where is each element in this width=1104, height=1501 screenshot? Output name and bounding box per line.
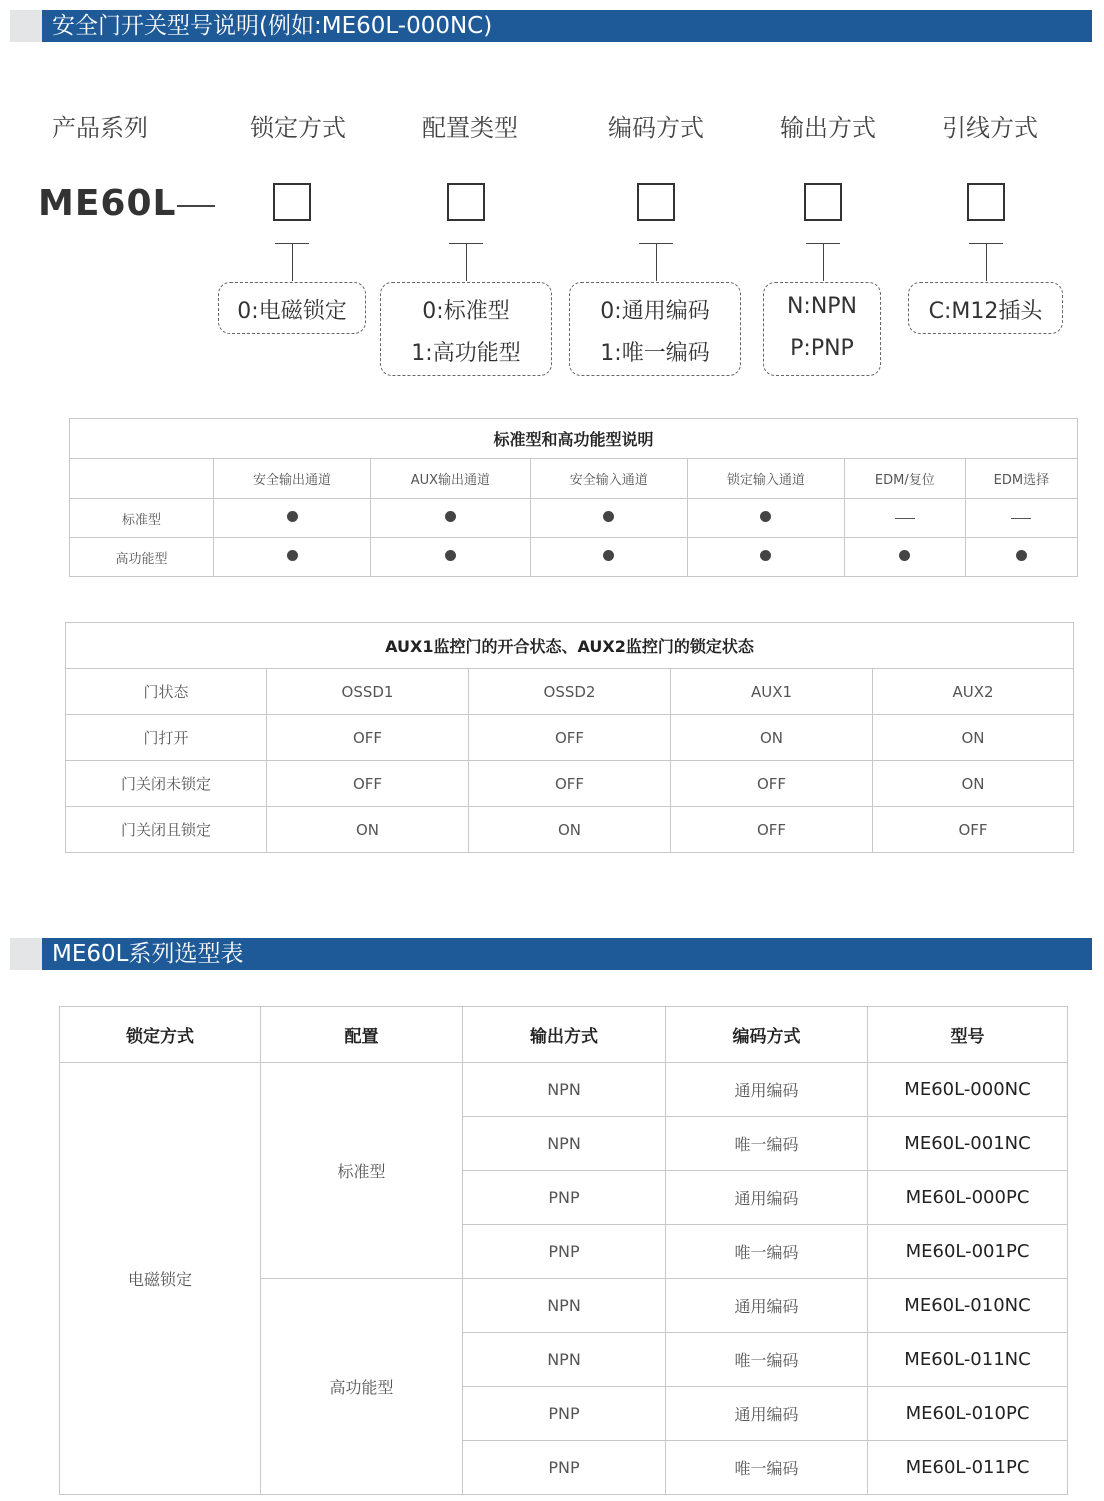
feature-cell <box>687 499 844 538</box>
coding-cell: 唯一编码 <box>666 1225 868 1279</box>
coding-cell: 唯一编码 <box>666 1441 868 1495</box>
table-cell: ON <box>267 807 469 853</box>
table-cell: OFF <box>469 715 671 761</box>
separator-dash <box>177 205 215 207</box>
connector-config-stem <box>466 243 467 281</box>
column-header: 锁定方式 <box>60 1007 261 1063</box>
option-box-lock <box>218 282 366 334</box>
output-cell: NPN <box>463 1279 666 1333</box>
not-supported-dash-icon <box>895 518 915 519</box>
product-series-code: ME60L <box>38 183 177 224</box>
column-header: AUX1 <box>671 669 873 715</box>
connector-lock-stem <box>292 243 293 281</box>
code-box-output <box>804 183 842 221</box>
feature-cell <box>530 538 687 577</box>
table-cell: OFF <box>873 807 1074 853</box>
section-title: 安全门开关型号说明(例如:ME60L-000NC) <box>52 13 493 39</box>
supported-dot-icon <box>287 511 298 522</box>
connector-output-stem <box>823 243 824 281</box>
column-header: 安全输出通道 <box>214 459 371 499</box>
supported-dot-icon <box>760 511 771 522</box>
model-cell: ME60L-001NC <box>868 1117 1068 1171</box>
feature-cell <box>844 538 965 577</box>
column-header: 编码方式 <box>666 1007 868 1063</box>
supported-dot-icon <box>760 550 771 561</box>
code-box-config <box>447 183 485 221</box>
table-cell: ON <box>469 807 671 853</box>
feature-cell <box>965 538 1077 577</box>
option-coding-1: 1:唯一编码 <box>600 341 710 366</box>
output-cell: PNP <box>463 1387 666 1441</box>
door-state-table <box>65 622 1074 853</box>
column-header: 门状态 <box>66 669 267 715</box>
code-box-lock <box>273 183 311 221</box>
table-cell: 门打开 <box>66 715 267 761</box>
supported-dot-icon <box>445 550 456 561</box>
table-cell: OFF <box>267 715 469 761</box>
feature-cell <box>371 538 531 577</box>
model-cell: ME60L-000PC <box>868 1171 1068 1225</box>
feature-cell <box>530 499 687 538</box>
connector-coding-stem <box>656 243 657 281</box>
table-row <box>70 499 1078 538</box>
table-row <box>66 715 1074 761</box>
column-header: EDM选择 <box>965 459 1077 499</box>
table-cell: OFF <box>267 761 469 807</box>
coding-cell: 通用编码 <box>666 1387 868 1441</box>
section-title: ME60L系列选型表 <box>52 941 244 967</box>
option-config-0: 0:标准型 <box>422 299 510 324</box>
column-header: EDM/复位 <box>844 459 965 499</box>
feature-cell <box>687 538 844 577</box>
type-comparison-table <box>69 418 1078 577</box>
option-box-output <box>763 282 881 376</box>
output-cell: NPN <box>463 1063 666 1117</box>
supported-dot-icon <box>1016 550 1027 561</box>
coding-cell: 通用编码 <box>666 1063 868 1117</box>
feature-cell <box>214 538 371 577</box>
table-cell: OFF <box>671 807 873 853</box>
option-output-0: N:NPN <box>786 294 858 319</box>
table-caption: AUX1监控门的开合状态、AUX2监控门的锁定状态 <box>66 623 1074 669</box>
feature-cell <box>844 499 965 538</box>
model-cell: ME60L-011NC <box>868 1333 1068 1387</box>
column-header: OSSD1 <box>267 669 469 715</box>
table-cell: OFF <box>671 761 873 807</box>
heading-lead-method: 引线方式 <box>942 114 1038 142</box>
option-config-1: 1:高功能型 <box>411 341 521 366</box>
heading-output-method: 输出方式 <box>780 114 876 142</box>
table-cell: 门关闭未锁定 <box>66 761 267 807</box>
section-header-model-description <box>10 10 1092 42</box>
feature-cell <box>965 499 1077 538</box>
lock-method-cell: 电磁锁定 <box>60 1063 261 1495</box>
coding-cell: 通用编码 <box>666 1171 868 1225</box>
column-header: 锁定输入通道 <box>687 459 844 499</box>
table-row <box>70 538 1078 577</box>
row-label: 标准型 <box>70 499 214 538</box>
config-cell: 标准型 <box>261 1063 463 1279</box>
model-cell: ME60L-010PC <box>868 1387 1068 1441</box>
table-corner <box>70 459 214 499</box>
table-row <box>60 1063 1068 1117</box>
table-row <box>66 761 1074 807</box>
table-cell: ON <box>873 715 1074 761</box>
option-coding-0: 0:通用编码 <box>600 299 710 324</box>
connector-lead-stem <box>986 243 987 281</box>
heading-config-type: 配置类型 <box>422 114 518 142</box>
table-cell: ON <box>873 761 1074 807</box>
output-cell: PNP <box>463 1441 666 1495</box>
model-cell: ME60L-000NC <box>868 1063 1068 1117</box>
output-cell: NPN <box>463 1333 666 1387</box>
not-supported-dash-icon <box>1011 518 1031 519</box>
heading-coding-method: 编码方式 <box>608 114 704 142</box>
heading-lock-method: 锁定方式 <box>250 114 346 142</box>
coding-cell: 唯一编码 <box>666 1333 868 1387</box>
table-caption: 标准型和高功能型说明 <box>70 419 1078 459</box>
feature-cell <box>371 499 531 538</box>
supported-dot-icon <box>287 550 298 561</box>
column-header: 输出方式 <box>463 1007 666 1063</box>
option-output-1: P:PNP <box>790 336 854 361</box>
output-cell: PNP <box>463 1171 666 1225</box>
model-cell: ME60L-001PC <box>868 1225 1068 1279</box>
column-header: AUX输出通道 <box>371 459 531 499</box>
column-header: OSSD2 <box>469 669 671 715</box>
column-header: AUX2 <box>873 669 1074 715</box>
option-box-config <box>380 282 552 376</box>
supported-dot-icon <box>445 511 456 522</box>
feature-cell <box>214 499 371 538</box>
option-lock-0: 0:电磁锁定 <box>237 299 347 324</box>
option-lead-0: C:M12插头 <box>928 299 1043 324</box>
column-header: 安全输入通道 <box>530 459 687 499</box>
config-cell: 高功能型 <box>261 1279 463 1495</box>
table-row <box>66 807 1074 853</box>
table-cell: 门关闭且锁定 <box>66 807 267 853</box>
table-cell: ON <box>671 715 873 761</box>
row-label: 高功能型 <box>70 538 214 577</box>
output-cell: PNP <box>463 1225 666 1279</box>
model-selection-table <box>59 1006 1068 1495</box>
code-box-lead <box>967 183 1005 221</box>
column-header: 型号 <box>868 1007 1068 1063</box>
model-cell: ME60L-010NC <box>868 1279 1068 1333</box>
heading-product-series: 产品系列 <box>52 114 148 142</box>
supported-dot-icon <box>899 550 910 561</box>
code-box-coding <box>637 183 675 221</box>
coding-cell: 唯一编码 <box>666 1117 868 1171</box>
section-header-selection-table <box>10 938 1092 970</box>
column-header: 配置 <box>261 1007 463 1063</box>
supported-dot-icon <box>603 550 614 561</box>
supported-dot-icon <box>603 511 614 522</box>
model-cell: ME60L-011PC <box>868 1441 1068 1495</box>
table-cell: OFF <box>469 761 671 807</box>
option-box-lead <box>908 282 1063 334</box>
coding-cell: 通用编码 <box>666 1279 868 1333</box>
output-cell: NPN <box>463 1117 666 1171</box>
option-box-coding <box>569 282 741 376</box>
